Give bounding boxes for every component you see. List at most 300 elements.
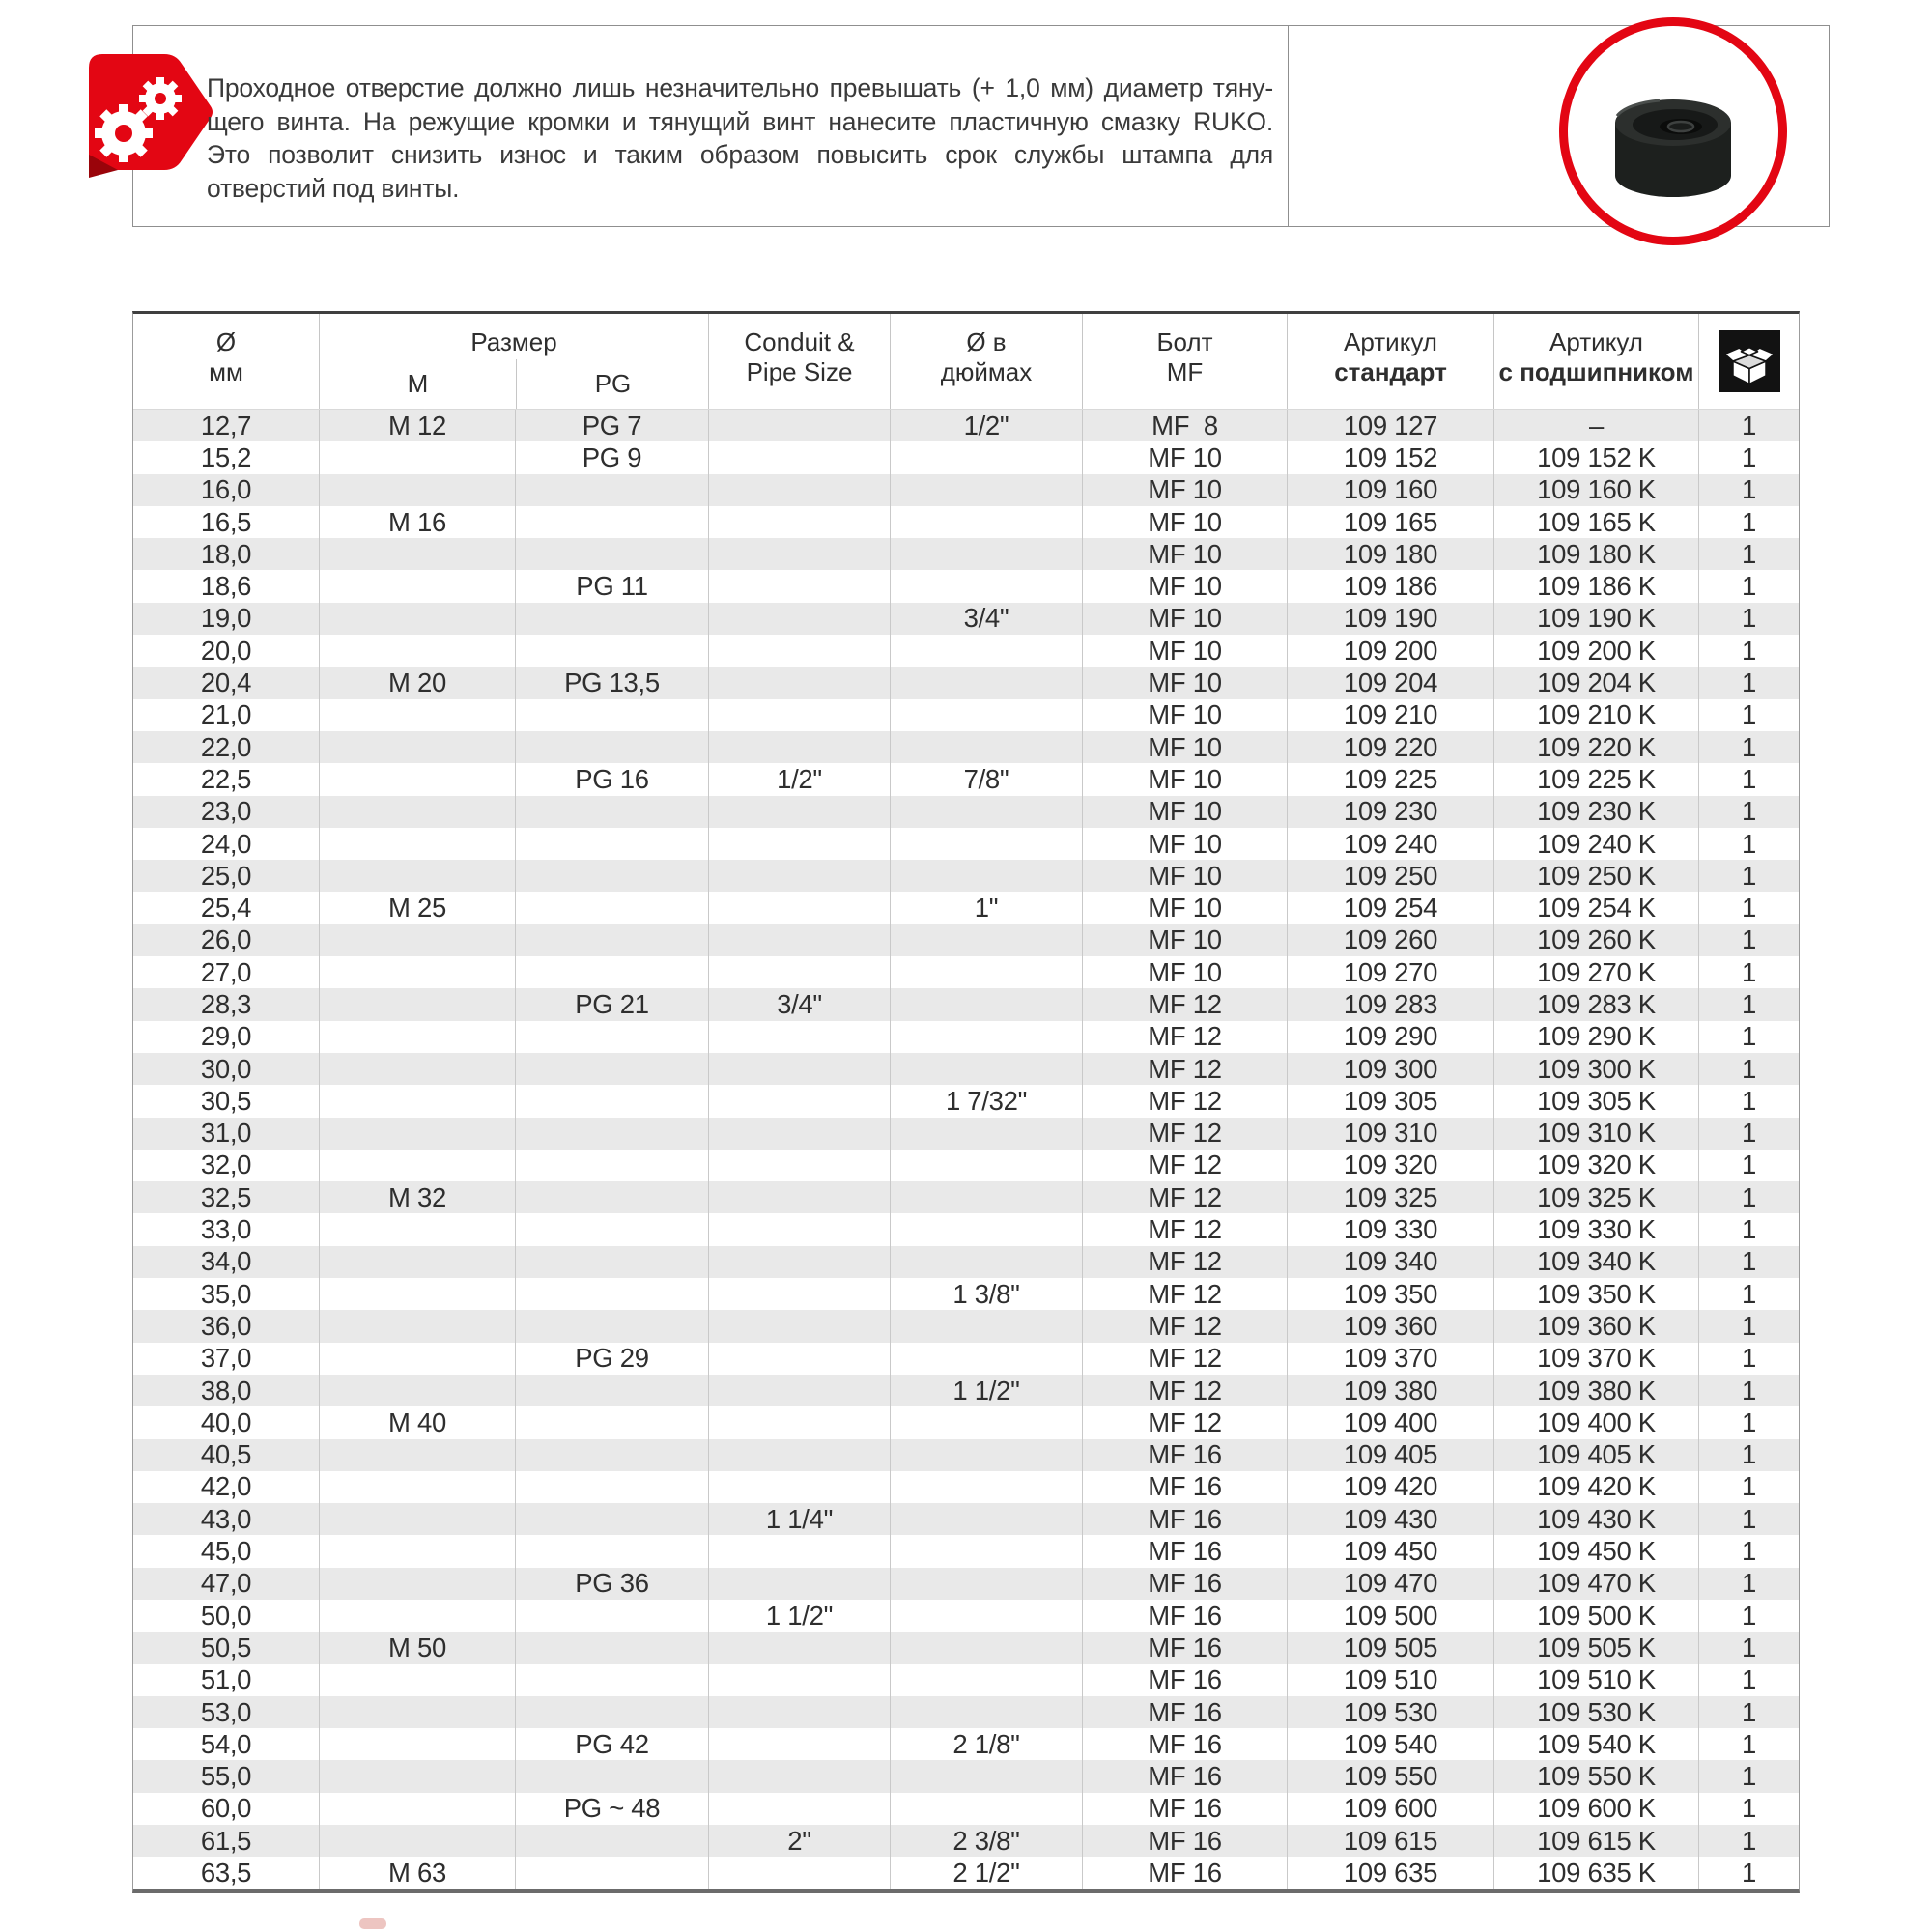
col-header-bolt (1082, 314, 1287, 409)
cell-pg (515, 1503, 708, 1535)
cell-inch (890, 1503, 1082, 1535)
cell-conduit: 1 1/4" (708, 1503, 890, 1535)
cell-art_bearing: – (1493, 410, 1698, 441)
cell-pg (515, 1278, 708, 1310)
cell-conduit: 1 1/2" (708, 1600, 890, 1632)
table-row (133, 1439, 1799, 1471)
cell-art_bearing: 109 450 K (1493, 1535, 1698, 1567)
cell-qty: 1 (1698, 1535, 1799, 1567)
cell-pg (515, 1600, 708, 1632)
cell-art_std: 109 340 (1287, 1246, 1493, 1278)
cell-pg: PG 16 (515, 763, 708, 795)
cell-conduit (708, 1278, 890, 1310)
diameter-unit: мм (209, 357, 243, 386)
cell-pg: PG 9 (515, 441, 708, 473)
cell-pg (515, 1118, 708, 1150)
conduit-label-line2: Pipe Size (746, 357, 853, 386)
cell-qty: 1 (1698, 1246, 1799, 1278)
cell-m (319, 1696, 515, 1728)
cell-art_bearing: 109 350 K (1493, 1278, 1698, 1310)
cell-art_bearing: 109 204 K (1493, 667, 1698, 698)
col-header-diameter (133, 314, 319, 409)
cell-m (319, 1085, 515, 1117)
cell-conduit (708, 506, 890, 538)
cell-inch: 2 3/8" (890, 1825, 1082, 1857)
cell-qty: 1 (1698, 538, 1799, 570)
cell-qty: 1 (1698, 1406, 1799, 1438)
size-label: Размер (470, 327, 557, 356)
cell-mf: MF 16 (1082, 1632, 1287, 1663)
cell-mf: MF 10 (1082, 474, 1287, 506)
cell-qty: 1 (1698, 1343, 1799, 1375)
cell-inch (890, 1150, 1082, 1181)
table-row (133, 1310, 1799, 1342)
diameter-symbol: Ø (215, 327, 237, 356)
cell-pg (515, 924, 708, 956)
cell-mm: 21,0 (200, 699, 252, 730)
cell-mf: MF 12 (1082, 1406, 1287, 1438)
cell-inch: 7/8" (890, 763, 1082, 795)
cell-inch (890, 1568, 1082, 1600)
table-row (133, 1728, 1799, 1760)
punch-die-photo (1590, 48, 1756, 214)
col-header-size (319, 314, 708, 409)
cell-inch (890, 699, 1082, 731)
note-line: щего винта. На режущие кромки и тянущий винт нанесите пластичную смазку RUKO. (207, 106, 1273, 136)
cell-mf: MF 16 (1082, 1600, 1287, 1632)
cell-m (319, 1375, 515, 1406)
cell-mf: MF 16 (1082, 1793, 1287, 1825)
cell-inch (890, 796, 1082, 828)
cell-pg (515, 1632, 708, 1663)
cell-art_std: 109 270 (1287, 956, 1493, 988)
cell-mm: 50,0 (200, 1600, 252, 1631)
table-row (133, 1278, 1799, 1310)
cell-mm: 45,0 (200, 1536, 252, 1567)
cell-art_std: 109 190 (1287, 603, 1493, 635)
cell-conduit (708, 1118, 890, 1150)
table-row (133, 1213, 1799, 1245)
cell-art_bearing: 109 615 K (1493, 1825, 1698, 1857)
cell-mm: 50,5 (200, 1632, 252, 1662)
cell-mf: MF 10 (1082, 538, 1287, 570)
cell-pg (515, 1150, 708, 1181)
cell-mm: 40,5 (200, 1439, 252, 1470)
cell-qty: 1 (1698, 956, 1799, 988)
cell-inch (890, 1535, 1082, 1567)
cell-conduit (708, 1760, 890, 1792)
cell-conduit (708, 1343, 890, 1375)
cell-qty: 1 (1698, 1760, 1799, 1792)
cell-inch (890, 828, 1082, 860)
cell-m (319, 1310, 515, 1342)
cell-qty: 1 (1698, 731, 1799, 763)
cell-conduit (708, 828, 890, 860)
cell-qty: 1 (1698, 1664, 1799, 1696)
cell-mf: MF 10 (1082, 763, 1287, 795)
cell-conduit (708, 1021, 890, 1053)
cell-qty: 1 (1698, 1600, 1799, 1632)
cell-art_std: 109 204 (1287, 667, 1493, 698)
cell-qty: 1 (1698, 892, 1799, 923)
cell-art_bearing: 109 290 K (1493, 1021, 1698, 1053)
cell-mm: 23,0 (200, 796, 252, 827)
cell-mf: MF 12 (1082, 1021, 1287, 1053)
cell-mf: MF 12 (1082, 1213, 1287, 1245)
cell-inch (890, 1471, 1082, 1503)
cell-mf: MF 12 (1082, 1310, 1287, 1342)
cell-inch: 3/4" (890, 603, 1082, 635)
cell-art_std: 109 550 (1287, 1760, 1493, 1792)
cell-inch: 1" (890, 892, 1082, 923)
cell-conduit (708, 570, 890, 602)
cell-pg (515, 1439, 708, 1471)
table-row (133, 892, 1799, 923)
cell-qty: 1 (1698, 474, 1799, 506)
cell-mm: 18,0 (200, 538, 252, 569)
cell-mm: 29,0 (200, 1021, 252, 1052)
cell-art_bearing: 109 530 K (1493, 1696, 1698, 1728)
cell-mm: 54,0 (200, 1728, 252, 1759)
cell-mf: MF 10 (1082, 699, 1287, 731)
table-row (133, 1085, 1799, 1117)
cell-art_std: 109 450 (1287, 1535, 1493, 1567)
note-line: Это позволит снизить износ и таким образом повысить срок службы штампа для (207, 140, 1273, 169)
cell-qty: 1 (1698, 699, 1799, 731)
cell-pg (515, 1213, 708, 1245)
cell-mm: 28,3 (200, 988, 252, 1019)
cell-m (319, 1278, 515, 1310)
cell-qty: 1 (1698, 1181, 1799, 1213)
cell-qty: 1 (1698, 1825, 1799, 1857)
table-header (133, 314, 1799, 410)
cell-art_bearing: 109 550 K (1493, 1760, 1698, 1792)
cell-pg: PG 36 (515, 1568, 708, 1600)
cell-conduit (708, 892, 890, 923)
cell-mm: 22,5 (200, 763, 252, 794)
table-row (133, 1696, 1799, 1728)
cell-mf: MF 10 (1082, 892, 1287, 923)
cell-art_std: 109 186 (1287, 570, 1493, 602)
cell-art_std: 109 300 (1287, 1053, 1493, 1085)
cell-art_bearing: 109 180 K (1493, 538, 1698, 570)
cell-mm: 55,0 (200, 1761, 252, 1792)
cell-mf: MF 12 (1082, 1053, 1287, 1085)
cell-m (319, 860, 515, 892)
cell-inch (890, 1793, 1082, 1825)
cell-m (319, 603, 515, 635)
cell-m (319, 699, 515, 731)
table-row (133, 570, 1799, 602)
cell-mf: MF 10 (1082, 924, 1287, 956)
cell-art_bearing: 109 505 K (1493, 1632, 1698, 1663)
cell-mf: MF 8 (1082, 410, 1287, 441)
cell-art_bearing: 109 152 K (1493, 441, 1698, 473)
cell-pg (515, 538, 708, 570)
cell-art_std: 109 530 (1287, 1696, 1493, 1728)
cell-art_bearing: 109 300 K (1493, 1053, 1698, 1085)
cell-qty: 1 (1698, 1439, 1799, 1471)
cell-pg (515, 1246, 708, 1278)
table-row (133, 635, 1799, 667)
inches-label-line2: дюймах (940, 357, 1033, 386)
cell-inch (890, 956, 1082, 988)
cell-inch (890, 860, 1082, 892)
cell-mm: 51,0 (200, 1664, 252, 1695)
cell-conduit: 3/4" (708, 988, 890, 1020)
cell-m (319, 1664, 515, 1696)
cell-mm: 61,5 (200, 1825, 252, 1856)
cell-conduit (708, 1793, 890, 1825)
cell-mf: MF 16 (1082, 1728, 1287, 1760)
cell-m (319, 1535, 515, 1567)
table-row (133, 1535, 1799, 1567)
cell-m: M 12 (319, 410, 515, 441)
cell-art_std: 109 250 (1287, 860, 1493, 892)
cell-mm: 33,0 (200, 1214, 252, 1245)
cell-mf: MF 12 (1082, 1118, 1287, 1150)
cell-inch (890, 1664, 1082, 1696)
cell-mm: 18,6 (200, 571, 252, 602)
cell-m (319, 441, 515, 473)
cell-mm: 53,0 (200, 1696, 252, 1727)
col-header-article-standard (1287, 314, 1493, 409)
cell-qty: 1 (1698, 635, 1799, 667)
table-row (133, 1568, 1799, 1600)
cell-conduit (708, 1246, 890, 1278)
cell-pg: PG 11 (515, 570, 708, 602)
cell-art_std: 109 500 (1287, 1600, 1493, 1632)
cell-conduit (708, 796, 890, 828)
cell-mf: MF 10 (1082, 828, 1287, 860)
cell-conduit (708, 1213, 890, 1245)
cell-pg (515, 699, 708, 731)
cell-art_bearing: 109 370 K (1493, 1343, 1698, 1375)
cell-inch (890, 1246, 1082, 1278)
cell-art_bearing: 109 360 K (1493, 1310, 1698, 1342)
cell-art_bearing: 109 240 K (1493, 828, 1698, 860)
article-bearing-line2: с подшипником (1498, 357, 1694, 386)
cell-art_bearing: 109 340 K (1493, 1246, 1698, 1278)
cell-mf: MF 10 (1082, 570, 1287, 602)
cell-art_std: 109 210 (1287, 699, 1493, 731)
cell-mm: 37,0 (200, 1343, 252, 1374)
cell-qty: 1 (1698, 603, 1799, 635)
table-row (133, 763, 1799, 795)
page-footer-mark-cropped (359, 1918, 386, 1929)
cell-pg: PG 42 (515, 1728, 708, 1760)
table-row (133, 796, 1799, 828)
bolt-label-line1: Болт (1156, 327, 1213, 356)
cell-qty: 1 (1698, 1728, 1799, 1760)
cell-mm: 16,5 (200, 506, 252, 537)
cell-mm: 27,0 (200, 956, 252, 987)
cell-mm: 24,0 (200, 828, 252, 859)
cell-pg (515, 506, 708, 538)
cell-qty: 1 (1698, 1857, 1799, 1889)
cell-mm: 30,0 (200, 1053, 252, 1084)
cell-qty: 1 (1698, 1375, 1799, 1406)
cell-m (319, 796, 515, 828)
cell-qty: 1 (1698, 506, 1799, 538)
cell-art_std: 109 200 (1287, 635, 1493, 667)
cell-qty: 1 (1698, 924, 1799, 956)
cell-mm: 22,0 (200, 731, 252, 762)
cell-conduit (708, 1696, 890, 1728)
cell-conduit (708, 1857, 890, 1889)
cell-mm: 25,0 (200, 860, 252, 891)
article-std-line2: стандарт (1334, 357, 1447, 386)
cell-art_std: 109 290 (1287, 1021, 1493, 1053)
cell-inch (890, 1600, 1082, 1632)
cell-pg (515, 1471, 708, 1503)
table-row (133, 956, 1799, 988)
cell-inch (890, 1343, 1082, 1375)
product-table (132, 311, 1800, 1893)
cell-mf: MF 10 (1082, 635, 1287, 667)
cell-mm: 16,0 (200, 474, 252, 505)
bolt-label-line2: MF (1166, 357, 1204, 386)
cell-pg: PG 7 (515, 410, 708, 441)
cell-art_bearing: 109 165 K (1493, 506, 1698, 538)
cell-mm: 35,0 (200, 1278, 252, 1309)
table-row (133, 1793, 1799, 1825)
cell-mf: MF 12 (1082, 1181, 1287, 1213)
table-row (133, 1246, 1799, 1278)
cell-conduit (708, 1053, 890, 1085)
cell-inch (890, 1632, 1082, 1663)
cell-pg: PG 21 (515, 988, 708, 1020)
cell-art_std: 109 505 (1287, 1632, 1493, 1663)
cell-art_bearing: 109 250 K (1493, 860, 1698, 892)
cell-conduit (708, 1439, 890, 1471)
cell-mf: MF 16 (1082, 1568, 1287, 1600)
cell-conduit (708, 441, 890, 473)
table-row (133, 410, 1799, 441)
cell-pg (515, 1310, 708, 1342)
cell-art_std: 109 254 (1287, 892, 1493, 923)
cell-art_std: 109 635 (1287, 1857, 1493, 1889)
cell-m: M 25 (319, 892, 515, 923)
cell-conduit (708, 1406, 890, 1438)
cell-inch: 1 7/32" (890, 1085, 1082, 1117)
cell-m (319, 1118, 515, 1150)
cell-qty: 1 (1698, 1053, 1799, 1085)
cell-inch (890, 1021, 1082, 1053)
cell-art_bearing: 109 635 K (1493, 1857, 1698, 1889)
cell-inch (890, 506, 1082, 538)
cell-mf: MF 12 (1082, 1375, 1287, 1406)
cell-conduit (708, 603, 890, 635)
cell-mm: 20,0 (200, 635, 252, 666)
cell-m: M 63 (319, 1857, 515, 1889)
cell-inch: 1 1/2" (890, 1375, 1082, 1406)
cell-mm: 47,0 (200, 1568, 252, 1599)
cell-m (319, 1600, 515, 1632)
cell-mf: MF 12 (1082, 1150, 1287, 1181)
cell-m (319, 956, 515, 988)
cell-art_bearing: 109 230 K (1493, 796, 1698, 828)
cell-m (319, 474, 515, 506)
cell-m (319, 1246, 515, 1278)
cell-art_std: 109 127 (1287, 410, 1493, 441)
cell-conduit (708, 1664, 890, 1696)
cell-art_std: 109 305 (1287, 1085, 1493, 1117)
table-row (133, 699, 1799, 731)
cell-inch (890, 1053, 1082, 1085)
cell-pg: PG 29 (515, 1343, 708, 1375)
cell-qty: 1 (1698, 1568, 1799, 1600)
cell-mf: MF 10 (1082, 731, 1287, 763)
cell-qty: 1 (1698, 1085, 1799, 1117)
cell-pg (515, 828, 708, 860)
package-icon (1719, 330, 1780, 392)
cell-art_std: 109 220 (1287, 731, 1493, 763)
cell-art_std: 109 165 (1287, 506, 1493, 538)
red-circle-highlight (1559, 17, 1787, 245)
cell-art_std: 109 400 (1287, 1406, 1493, 1438)
cell-m: M 50 (319, 1632, 515, 1663)
col-header-inches (890, 314, 1082, 409)
cell-m (319, 538, 515, 570)
cell-art_std: 109 225 (1287, 763, 1493, 795)
cell-conduit (708, 1535, 890, 1567)
cell-conduit: 1/2" (708, 763, 890, 795)
cell-m (319, 1503, 515, 1535)
cell-mf: MF 16 (1082, 1664, 1287, 1696)
cell-qty: 1 (1698, 763, 1799, 795)
cell-qty: 1 (1698, 988, 1799, 1020)
cell-mf: MF 16 (1082, 1503, 1287, 1535)
cell-art_bearing: 109 325 K (1493, 1181, 1698, 1213)
cell-pg (515, 1664, 708, 1696)
cell-inch (890, 1439, 1082, 1471)
cell-mm: 30,5 (200, 1085, 252, 1116)
cell-mm: 63,5 (200, 1858, 252, 1888)
table-row (133, 731, 1799, 763)
cell-inch: 2 1/8" (890, 1728, 1082, 1760)
cell-art_bearing: 109 380 K (1493, 1375, 1698, 1406)
cell-art_bearing: 109 405 K (1493, 1439, 1698, 1471)
cell-mf: MF 16 (1082, 1439, 1287, 1471)
cell-art_std: 109 615 (1287, 1825, 1493, 1857)
cell-conduit (708, 538, 890, 570)
col-header-package (1698, 314, 1799, 409)
col-header-conduit (708, 314, 890, 409)
cell-m (319, 1568, 515, 1600)
cell-inch (890, 570, 1082, 602)
cell-art_bearing: 109 400 K (1493, 1406, 1698, 1438)
cell-art_std: 109 230 (1287, 796, 1493, 828)
cell-art_std: 109 260 (1287, 924, 1493, 956)
table-row (133, 603, 1799, 635)
note-line: Проходное отверстие должно лишь незначительно превышать (+ 1,0 мм) диаметр тяну- (207, 73, 1273, 102)
cell-art_std: 109 405 (1287, 1439, 1493, 1471)
table-row (133, 538, 1799, 570)
cell-art_std: 109 180 (1287, 538, 1493, 570)
cell-mm: 34,0 (200, 1246, 252, 1277)
cell-inch (890, 667, 1082, 698)
cell-pg (515, 1535, 708, 1567)
cell-art_std: 109 430 (1287, 1503, 1493, 1535)
cell-qty: 1 (1698, 570, 1799, 602)
article-std-line1: Артикул (1344, 327, 1437, 356)
cell-inch (890, 538, 1082, 570)
cell-mf: MF 16 (1082, 1471, 1287, 1503)
col-header-article-bearing (1493, 314, 1698, 409)
cell-inch (890, 1760, 1082, 1792)
cell-mf: MF 12 (1082, 1085, 1287, 1117)
